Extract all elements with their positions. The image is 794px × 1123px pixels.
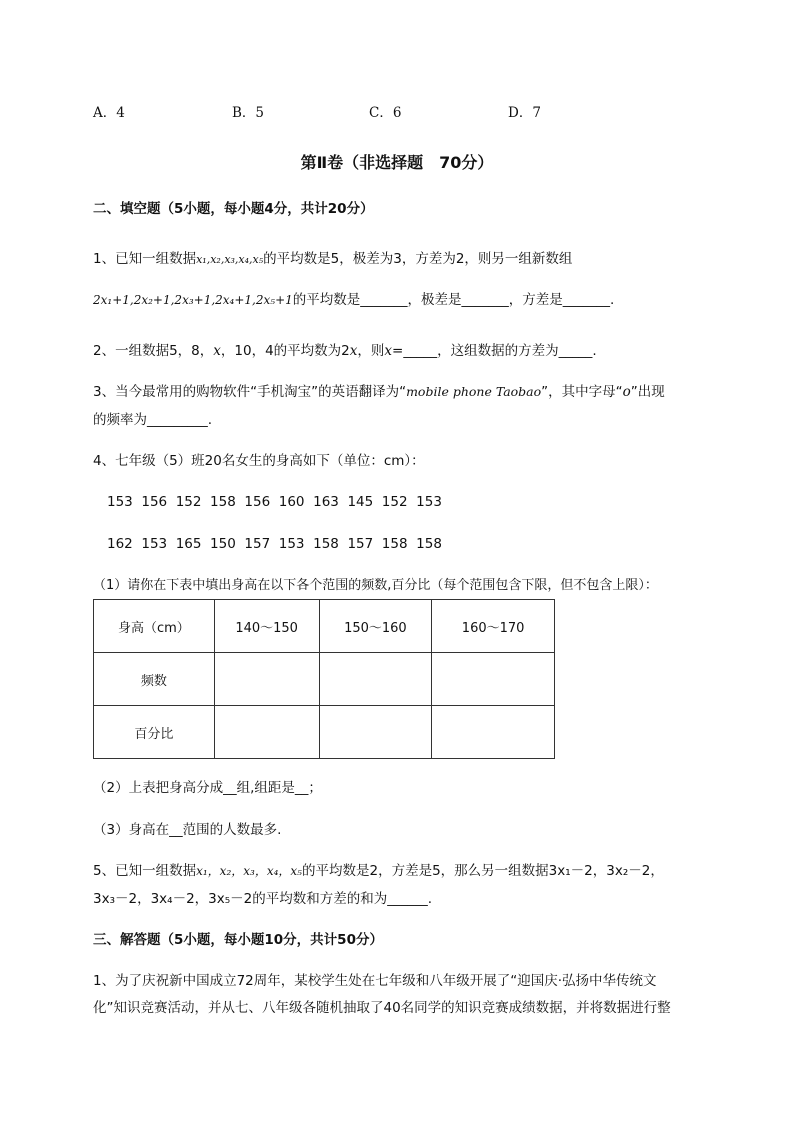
option-c: C．6 bbox=[369, 105, 402, 121]
q3-line2: 的频率为_________. bbox=[93, 412, 213, 428]
q1-line1: 1、已知一组数据x₁,x₂,x₃,x₄,x₅的平均数是5，极差为3，方差为2，则另一组新数组 bbox=[93, 251, 573, 267]
part2-title: 第Ⅱ卷（非选择题 70分） bbox=[300, 153, 494, 172]
cell-empty bbox=[432, 706, 555, 759]
q4-intro: 4、七年级（5）班20名女生的身高如下（单位：cm）： bbox=[93, 453, 425, 469]
header-range-1: 140～150 bbox=[214, 600, 319, 653]
q4-sub3: （3）身高在__范围的人数最多. bbox=[93, 822, 282, 838]
s3q1-line1: 1、为了庆祝新中国成立72周年，某校学生处在七年级和八年级开展了“迎国庆·弘扬中华传统文 bbox=[93, 973, 657, 989]
q5-vars: x₁，x₂，x₃，x₄，x₅ bbox=[196, 864, 302, 878]
s3q1-line2: 化”知识竞赛活动，并从七、八年级各随机抽取了40名同学的知识竞赛成绩数据，并将数据进行整 bbox=[93, 1000, 671, 1016]
section2-heading: 二、填空题（5小题，每小题4分，共计20分） bbox=[93, 201, 374, 217]
q4-data-row2: 162 153 165 150 157 153 158 157 158 158 bbox=[107, 536, 442, 552]
section3-heading: 三、解答题（5小题，每小题10分，共计50分） bbox=[93, 932, 383, 948]
header-range-3: 160～170 bbox=[432, 600, 555, 653]
cell-empty bbox=[214, 653, 319, 706]
table-row-frequency bbox=[94, 653, 555, 706]
cell-empty bbox=[432, 653, 555, 706]
height-frequency-table bbox=[93, 599, 555, 759]
q3-line1: 3、当今最常用的购物软件“手机淘宝”的英语翻译为“mobile phone Taobao”，其中字母“o”出现 bbox=[93, 384, 665, 400]
row-label-percentage: 百分比 bbox=[94, 706, 215, 759]
cell-empty bbox=[214, 706, 319, 759]
q4-sub1: （1）请你在下表中填出身高在以下各个范围的频数,百分比（每个范围包含下限，但不包含上限）： bbox=[93, 578, 658, 593]
cell-empty bbox=[319, 706, 432, 759]
q5-line2: 3x₃－2，3x₄－2，3x₅－2的平均数和方差的和为______. bbox=[93, 891, 433, 907]
q4-sub2: （2）上表把身高分成__组,组距是__； bbox=[93, 780, 322, 796]
header-range-2: 150～160 bbox=[319, 600, 432, 653]
row-label-frequency: 频数 bbox=[94, 653, 215, 706]
q1-expr: 2x₁+1,2x₂+1,2x₃+1,2x₄+1,2x₅+1 bbox=[93, 293, 293, 307]
q1-line2: 2x₁+1,2x₂+1,2x₃+1,2x₄+1,2x₅+1的平均数是_______，极差是_______，方差是_______. bbox=[93, 292, 615, 308]
q4-data-row1: 153 156 152 158 156 160 163 145 152 153 bbox=[107, 494, 442, 510]
cell-empty bbox=[319, 653, 432, 706]
option-d: D．7 bbox=[508, 105, 541, 121]
q2-line: 2、一组数据5，8，x，10，4的平均数为2x，则x=_____，这组数据的方差为_____. bbox=[93, 343, 597, 359]
table-row-percentage bbox=[94, 706, 555, 759]
table-header-row bbox=[94, 600, 555, 653]
q1-vars: x₁,x₂,x₃,x₄,x₅ bbox=[196, 253, 264, 266]
q3-phrase: mobile phone Taobao bbox=[406, 384, 542, 399]
option-b: B．5 bbox=[232, 105, 265, 121]
option-a: A．4 bbox=[93, 105, 125, 121]
header-height: 身高（cm） bbox=[94, 600, 215, 653]
q5-line1: 5、已知一组数据x₁，x₂，x₃，x₄，x₅的平均数是2，方差是5，那么另一组数据3x₁－2，3x₂－2， bbox=[93, 863, 664, 879]
